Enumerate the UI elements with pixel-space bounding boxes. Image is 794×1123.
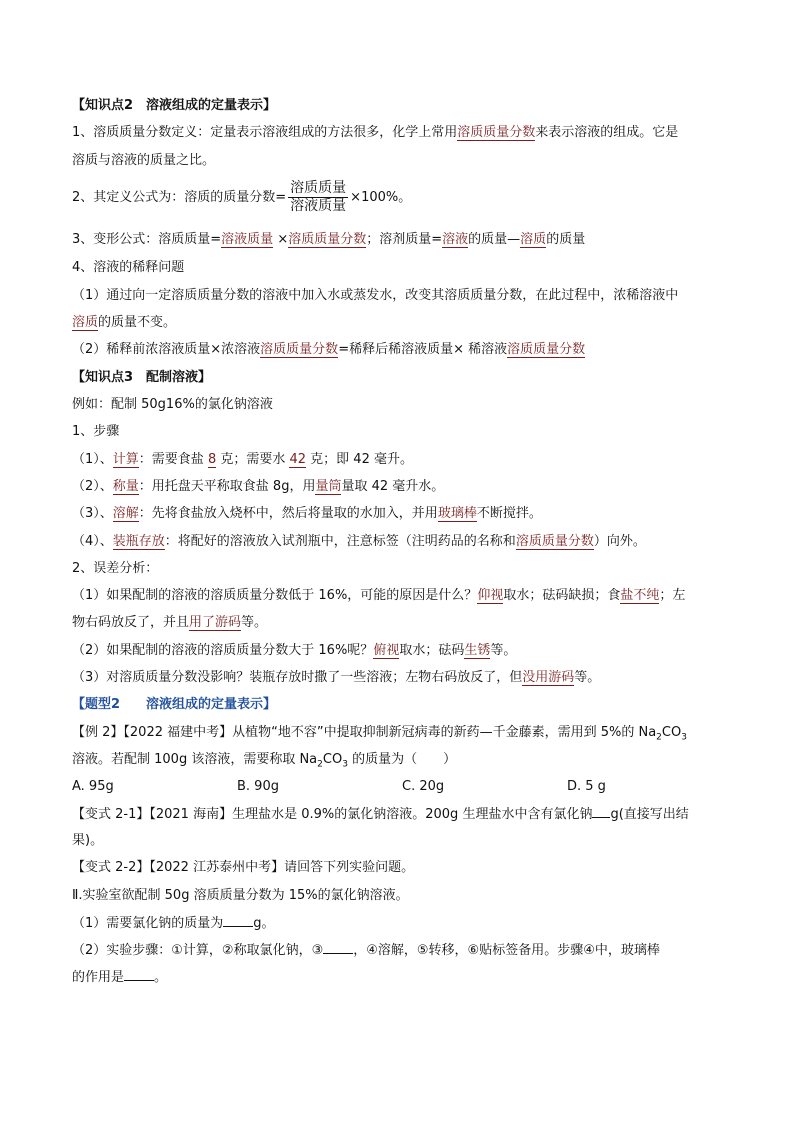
answer-blank[interactable]	[124, 968, 154, 981]
tx2-example-line2: 溶液。若配制 100g 该溶液，需要称取 $Na_2CO_3$ 的质量为（ ）	[72, 752, 457, 770]
kp3-steps-title: 1、步骤	[72, 424, 120, 439]
kp3-step-2: （2）、称量：用托盘天平称取食盐 8g，用量筒量取 42 毫升水。	[72, 479, 445, 494]
kp3-error-2: （2）如果配制的溶液的溶质质量分数大于 16%呢？俯视取水；砝码生锈等。	[72, 643, 517, 658]
option-d[interactable]: D. 5 g	[567, 779, 606, 794]
answer-blank[interactable]	[323, 941, 353, 954]
kp2-dilution-1: （1）通过向一定溶质质量分数的溶液中加入水或蒸发水，改变其溶质质量分数，在此过程中，浓稀溶液中	[72, 288, 679, 303]
answer-blank[interactable]	[223, 914, 253, 927]
tx2-variant2-q2: （2）实验步骤：①计算，②称取氯化钠，③ ，④溶解，⑤转移，⑥贴标签备用。步骤④中，玻璃棒	[72, 943, 660, 958]
kp3-error-1: （1）如果配制的溶液的溶质质量分数低于 16%，可能的原因是什么？仰视取水；砝码缺损；食盐不纯；左	[72, 588, 686, 603]
kp3-error-title: 2、误差分析：	[72, 561, 159, 576]
tx2-variant2-q1: （1）需要氯化钠的质量为 g。	[72, 916, 275, 931]
option-c[interactable]: C. 20g	[402, 779, 445, 794]
answer-blank[interactable]	[592, 805, 610, 818]
kp2-dilution-title: 4、溶液的稀释问题	[72, 260, 185, 275]
option-b[interactable]: B. 90g	[237, 779, 279, 794]
kp3-error-1b: 物右码放反了，并且用了游码等。	[72, 615, 268, 630]
tx2-variant2-line1: Ⅱ.实验室欲配制 50g 溶质质量分数为 15%的氯化钠溶液。	[72, 888, 409, 903]
kp2-formula: 2、其定义公式为：溶质的质量分数= $\frac{\text{溶质质量}}{\text{溶液质量}}$ ×100%。	[72, 180, 412, 214]
fraction-denominator: 溶液质量	[290, 198, 347, 214]
tx2-variant2-q3: 的作用是 。	[72, 970, 168, 985]
fraction-numerator: 溶质质量	[290, 180, 347, 196]
answer-underline: 溶质质量分数	[457, 125, 536, 140]
tx2-variant1-line2: 果)。	[72, 833, 104, 848]
fraction	[288, 180, 348, 215]
tx2-options	[72, 778, 734, 796]
tx2-variant1-line1: 【变式 2-1】【2021 海南】生理盐水是 0.9%的氯化钠溶液。200g 生理盐水中含有氯化钠 g(直接写出结	[72, 807, 689, 822]
kp3-step-1: （1）、计算：需要食盐 8 克；需要水 42 克；即 42 毫升。	[72, 452, 413, 467]
kp2-line1: 1、溶质质量分数定义：定量表示溶液组成的方法很多，化学上常用溶质质量分数来表示溶液的组成。它是	[72, 125, 679, 140]
tx2-variant2-head: 【变式 2-2】【2022 江苏泰州中考】请回答下列实验问题。	[72, 860, 415, 875]
kp3-error-3: （3）对溶质质量分数没影响？装瓶存放时撒了一些溶液；左物右码放反了，但没用游码等。	[72, 670, 601, 685]
kp2-variants: 3、变形公式：溶质质量=溶液质量 ×溶质质量分数；溶剂质量=溶液的质量—溶质的质量	[72, 232, 586, 247]
kp3-step-3: （3）、溶解：先将食盐放入烧杯中，然后将量取的水加入，并用玻璃棒不断搅拌。	[72, 506, 542, 521]
tx2-header: 【题型2 溶液组成的定量表示】	[72, 697, 277, 712]
tx2-example-line1: 【例 2】【2022 福建中考】从植物“地不容”中提取抑制新冠病毒的新药—千金藤素，需用到 5%的 $Na_2CO_3$	[72, 725, 687, 743]
kp2-dilution-2: （2）稀释前浓溶液质量×浓溶液溶质质量分数=稀释后稀溶液质量× 稀溶液溶质质量分数	[72, 342, 586, 357]
option-a[interactable]: A. 95g	[72, 779, 114, 794]
kp2-header: 【知识点2 溶液组成的定量表示】	[72, 98, 277, 113]
kp2-line2: 溶质与溶液的质量之比。	[72, 153, 216, 168]
kp2-dilution-1b: 溶质的质量不变。	[72, 315, 177, 330]
kp3-step-4: （4）、装瓶存放：将配好的溶液放入试剂瓶中，注意标签（注明药品的名称和溶质质量分数）向外。	[72, 534, 646, 549]
kp3-example: 例如：配制 50g16%的氯化钠溶液	[72, 397, 273, 412]
kp3-header: 【知识点3 配制溶液】	[72, 370, 212, 385]
